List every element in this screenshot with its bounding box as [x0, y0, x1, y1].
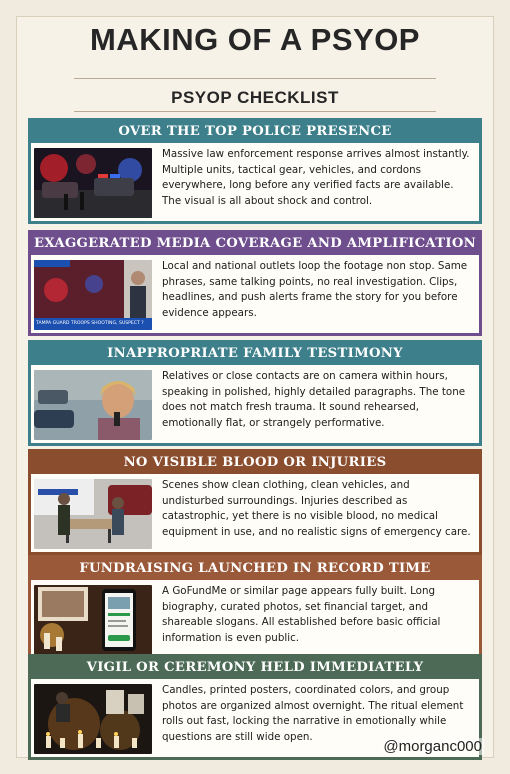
card-description: Candles, printed posters, coordinated colors, and group photos are organized almost overnight. The ritual element rolls out fast, locking the narrative in emotionally while questions are still wide open.	[162, 684, 464, 743]
card-heading: NO VISIBLE BLOOD OR INJURIES	[123, 455, 387, 470]
subtitle-divider	[74, 111, 436, 112]
interview-image	[34, 370, 152, 440]
page-title: MAKING OF A PSYOP	[89, 22, 420, 57]
card-description: Relatives or close contacts are on camera within hours, speaking in polished, highly detailed paragraphs. The tone does not match fresh trauma. It sound rehearsed, emotionally flat, or strangely performative.	[162, 370, 466, 429]
checklist-subtitle: PSYOP CHECKLIST	[171, 88, 339, 107]
fundraiser-phone-image	[34, 585, 152, 655]
card-heading: INAPPROPRIATE FAMILY TESTIMONY	[107, 346, 403, 361]
card-heading: OVER THE TOP POLICE PRESENCE	[118, 124, 392, 139]
title-divider	[74, 78, 436, 79]
checklist-card-fundraising	[28, 555, 482, 661]
checklist-card-police	[28, 118, 482, 224]
card-heading: VIGIL OR CEREMONY HELD IMMEDIATELY	[86, 660, 424, 675]
checklist-card-injuries	[28, 449, 482, 555]
candle-vigil-image	[34, 684, 152, 754]
card-description: A GoFundMe or similar page appears fully built. Long biography, curated photos, set financial target, and shareable slogans. All established before basic official information is even public.	[162, 585, 441, 644]
card-heading: EXAGGERATED MEDIA COVERAGE AND AMPLIFICATION	[34, 236, 476, 251]
news-broadcast-image	[34, 260, 152, 330]
card-description: Local and national outlets loop the footage non stop. Same phrases, same talking points, no real investigation. Clips, headlines, and push alerts frame the story for you before evidence appears.	[162, 260, 468, 319]
checklist-card-family	[28, 340, 482, 446]
card-description: Massive law enforcement response arrives almost instantly. Multiple units, tactical gear, vehicles, and cordons everywhere, long before any verified facts are available. The visual is all about shock and control.	[162, 148, 470, 207]
card-description: Scenes show clean clothing, clean vehicles, and undisturbed surroundings. Injuries described as catastrophic, yet there is no visible blood, no medical equipment in use, and no realistic signs of emergency care.	[162, 479, 471, 538]
news-ticker-caption: TAMPA GUARD TROOPS SHOOTING, SUSPECT ?	[36, 321, 144, 326]
police-scene-image	[34, 148, 152, 218]
stretcher-image	[34, 479, 152, 549]
author-watermark: @morganc000	[383, 738, 482, 755]
checklist-card-media	[28, 230, 482, 336]
card-heading: FUNDRAISING LAUNCHED IN RECORD TIME	[79, 561, 431, 576]
